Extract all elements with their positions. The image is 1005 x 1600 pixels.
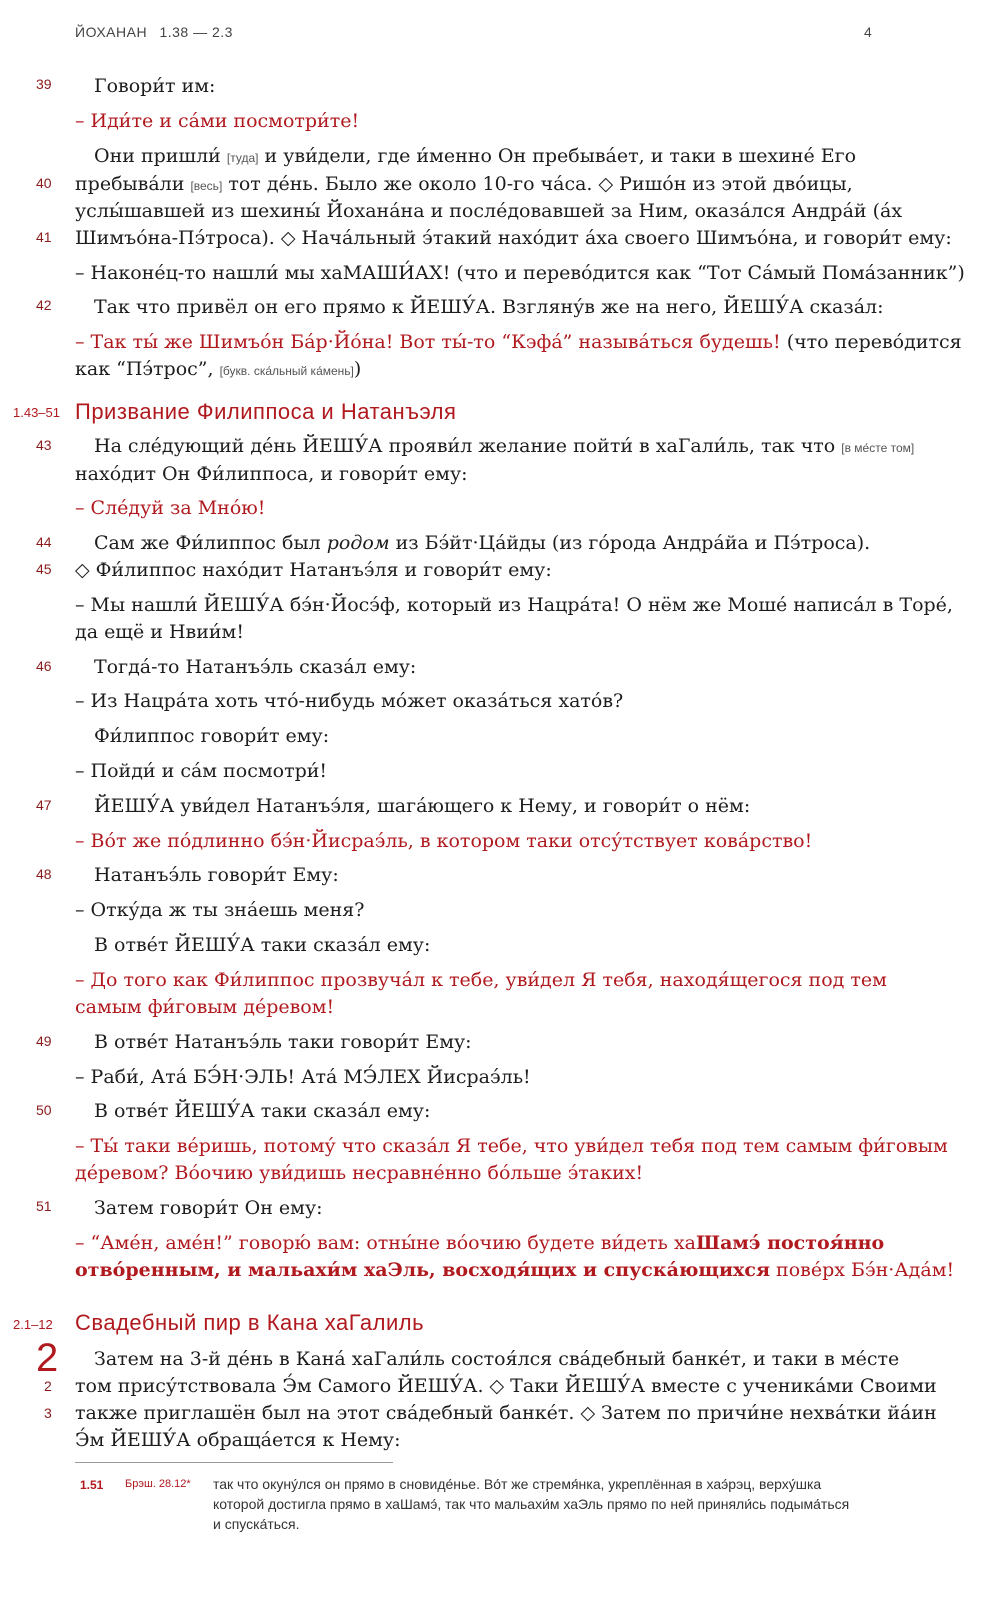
text-line: ЙЕШУ́А уви́дел Натанъэ́ля, шага́ющего к Нему, и говори́т о нём: — [94, 795, 751, 817]
text-line: – Раби́, Ата́ БЭ́Н·ЭЛЬ! Ата́ МЭ́ЛЕХ Йисраэ́ль! — [75, 1066, 531, 1088]
book-title: ЙОХАНАН — [75, 24, 148, 40]
footnote-divider — [75, 1462, 393, 1463]
text-line: – Мы нашли́ ЙЕШУ́А бэ́н·Йосэ́ф, который из Нацра́та! О нём же Моше́ написа́л в Торе́, — [75, 594, 953, 616]
text-line: Э́м ЙЕШУ́А обраща́ется к Нему: — [75, 1429, 401, 1451]
text-line: услы́шавшей из шехины́ Йохана́на и после́довавшей за Ним, оказа́лся Андра́й (а́х — [75, 200, 903, 222]
verse-number: 45 — [36, 561, 52, 577]
text-line: – Пойди́ и са́м посмотри́! — [75, 760, 328, 782]
text-line: – Наконе́ц-то нашли́ мы хаМАШИ́АХ! (что и перево́дится как “Тот Са́мый Пома́занник”) — [75, 262, 965, 284]
verse-number: 43 — [36, 437, 52, 453]
section-reference: 1.43–51 — [13, 405, 60, 420]
text-line: Натанъэ́ль говори́т Ему: — [94, 864, 339, 886]
verse-number: 49 — [36, 1033, 52, 1049]
section-heading: Призвание Филиппоса и Натанъэля — [75, 399, 457, 424]
verse-number: 39 — [36, 76, 52, 92]
text-line: отво́ренным, и мальахи́м хаЭль, восходя́щих и спуска́ющихся пове́рх Бэ́н·Ада́м! — [75, 1259, 955, 1281]
text-line: – Из Нацра́та хоть что́-нибудь мо́жет оказа́ться хато́в? — [75, 690, 624, 712]
text-line: Сам же Фи́липпос был родом из Бэ́йт·Ца́йды (из го́рода Андра́йа и Пэ́троса). — [94, 532, 871, 554]
verse-number: 46 — [36, 658, 52, 674]
footnote-text: и спуска́ться. — [213, 1516, 300, 1532]
text-line: де́ревом? Во́очию уви́дишь несравне́нно бо́льше э́таких! — [75, 1162, 644, 1184]
bracket-note: [весь] — [190, 179, 223, 193]
text-line: В отве́т ЙЕШУ́А таки сказа́л ему: — [94, 934, 431, 956]
footnote-text: которой достигла прямо в хаШамэ́, так что мальахи́м хаЭль прямо по ней приняли́сь подыма́ться — [213, 1496, 850, 1512]
text-line: Они пришли́ [туда] и уви́дели, где и́менно Он пребыва́ет, и таки в шехине́ Его — [94, 145, 857, 167]
chapter-range: 1.38 — 2.3 — [159, 24, 233, 40]
verse-number: 48 — [36, 866, 52, 882]
page-number: 4 — [864, 24, 872, 40]
text-line: – Во́т же по́длинно бэ́н·Йисраэ́ль, в котором таки отсу́тствует кова́рство! — [75, 830, 813, 852]
bracket-note: [букв. ска́льный ка́мень] — [219, 364, 354, 378]
text-line: Фи́липпос говори́т ему: — [94, 725, 330, 747]
verse-number: 41 — [36, 229, 52, 245]
verse-number: 44 — [36, 534, 52, 550]
text-line: – Ты́ таки ве́ришь, потому́ что сказа́л Я тебе, что уви́дел тебя под тем самым фи́говым — [75, 1135, 948, 1157]
text-line: – “Аме́н, аме́н!” говорю́ вам: отны́не во́очию будете ви́деть хаШамэ́ постоя́нно — [75, 1232, 885, 1254]
text-line: – Так ты́ же Шимъо́н Ба́р·Йо́на! Вот ты́-то “Кэфа́” называ́ться будешь! (что перево́дится — [75, 331, 962, 353]
text-line: В отве́т Натанъэ́ль таки говори́т Ему: — [94, 1031, 472, 1053]
verse-number: 40 — [36, 175, 52, 191]
verse-number: 2 — [44, 1378, 52, 1394]
text-line: – Отку́да ж ты зна́ешь меня? — [75, 899, 365, 921]
text-line: ◇ Фи́липпос нахо́дит Натанъэ́ля и говори́т ему: — [75, 559, 552, 581]
text-line: также приглашён был на этот сва́дебный банке́т. ◇ Затем по причи́не нехва́тки йа́ин — [75, 1402, 937, 1424]
verse-number: 3 — [44, 1405, 52, 1421]
text-line: Так что привёл он его прямо к ЙЕШУ́А. Взгляну́в же на него, ЙЕШУ́А сказа́л: — [94, 296, 884, 318]
chapter-number: 2 — [36, 1336, 59, 1380]
verse-number: 42 — [36, 297, 52, 313]
text-line: нахо́дит Он Фи́липпоса, и говори́т ему: — [75, 463, 468, 485]
text-line: Тогда́-то Натанъэ́ль сказа́л ему: — [94, 656, 417, 678]
verse-number: 47 — [36, 797, 52, 813]
bracket-note: [туда] — [226, 151, 259, 165]
running-header — [75, 24, 233, 40]
text-line: – Сле́дуй за Мно́ю! — [75, 497, 266, 519]
bracket-note: [в ме́сте том] — [841, 441, 915, 455]
text-line: Шимъо́на-Пэ́троса). ◇ Нача́льный э́такий нахо́дит а́ха своего Шимъо́на, и говори́т ему: — [75, 227, 952, 249]
text-line: том прису́тствовала Э́м Самого ЙЕШУ́А. ◇ Таки ЙЕШУ́А вместе с ученика́ми Своими — [75, 1375, 937, 1397]
text-line: как “Пэ́трос”, [букв. ска́льный ка́мень]) — [75, 358, 362, 380]
text-line: Затем говори́т Он ему: — [94, 1197, 323, 1219]
footnote-reference: 1.51 — [80, 1478, 104, 1492]
verse-number: 50 — [36, 1102, 52, 1118]
text-line: да ещё и Нвии́м! — [75, 621, 244, 643]
text-line: Говори́т им: — [94, 75, 216, 97]
section-reference: 2.1–12 — [13, 1317, 53, 1332]
text-line: – Иди́те и са́ми посмотри́те! — [75, 110, 360, 132]
text-line: – До того как Фи́липпос прозвуча́л к тебе, уви́дел Я тебя, находя́щегося под тем — [75, 969, 887, 991]
footnote-source: Брэш. 28.12* — [125, 1478, 191, 1490]
text-line: На сле́дующий де́нь ЙЕШУ́А прояви́л желание пойти́ в хаГали́ль, так что [в ме́сте том] — [94, 435, 915, 457]
footnote-text: так что окуну́лся он прямо в сновиде́нье. Во́т же стремя́нка, укреплённая в хаэ́рэц, верху́шка — [213, 1476, 822, 1492]
text-line: В отве́т ЙЕШУ́А таки сказа́л ему: — [94, 1100, 431, 1122]
text-line: Затем на 3-й де́нь в Кана́ хаГали́ль состоя́лся сва́дебный банке́т, и таки в ме́сте — [94, 1348, 900, 1370]
text-line: пребыва́ли [весь] тот де́нь. Было же около 10-го ча́са. ◇ Ришо́н из этой дво́ицы, — [75, 173, 853, 195]
verse-number: 51 — [36, 1198, 52, 1214]
text-line: самым фи́говым де́ревом! — [75, 996, 335, 1018]
section-heading: Свадебный пир в Кана хаГалиль — [75, 1310, 425, 1335]
